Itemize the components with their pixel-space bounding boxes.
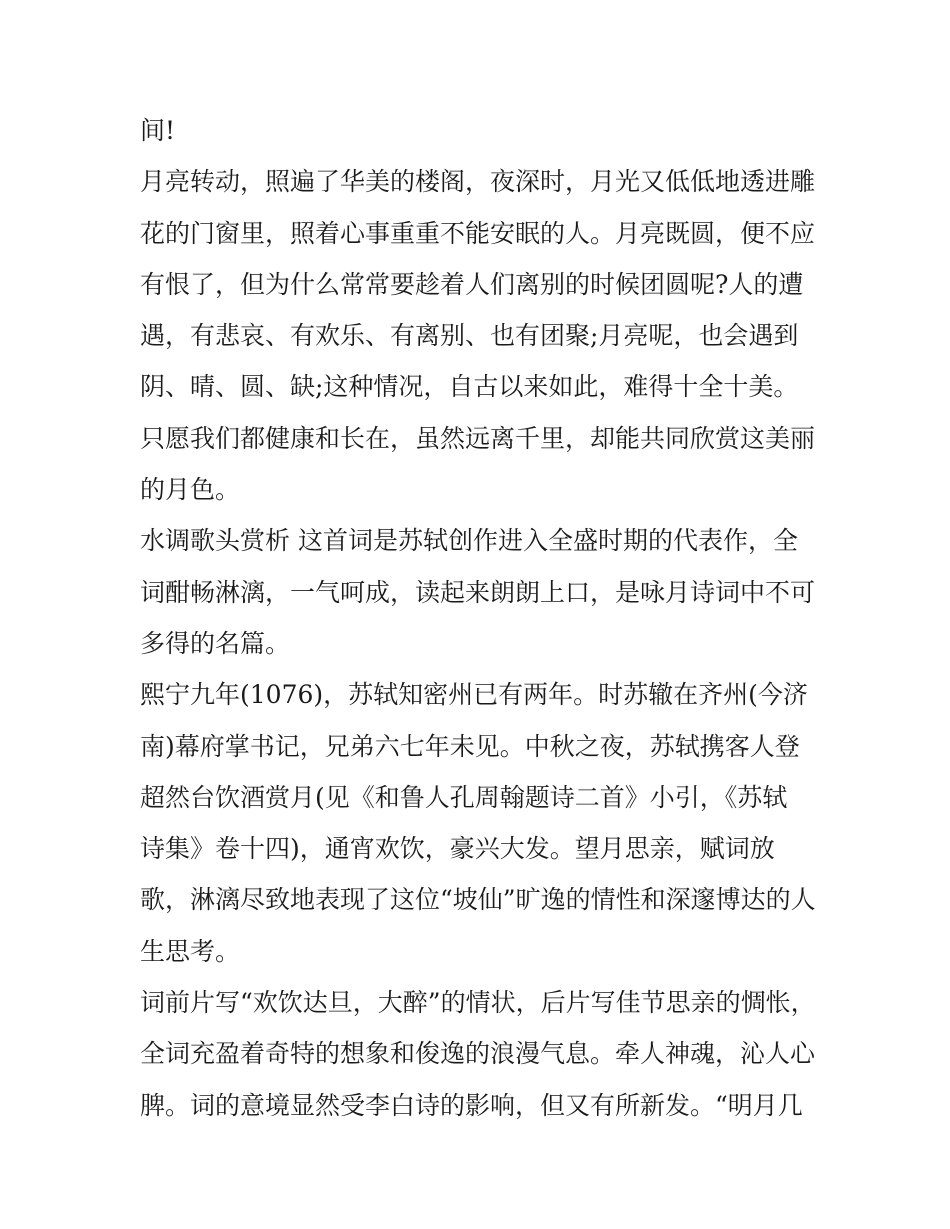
- text-line: 超然台饮酒赏月(见《和鲁人孔周翰题诗二首》小引，《苏轼: [140, 782, 788, 812]
- text-line: 遇，有悲哀、有欢乐、有离别、也有团聚;月亮呢，也会遇到: [140, 321, 799, 351]
- text-line: 多得的名篇。: [140, 628, 291, 658]
- text-line: 全词充盈着奇特的想象和俊逸的浪漫气息。牵人神魂，沁人心: [140, 1039, 816, 1069]
- text-line: 生思考。: [140, 936, 241, 966]
- text-line: 只愿我们都健康和长在，虽然远离千里，却能共同欣赏这美丽: [140, 423, 816, 453]
- text-line: 有恨了，但为什么常常要趁着人们离别的时候团圆呢?人的遭: [140, 269, 804, 299]
- text-line: 脾。词的意境显然受李白诗的影响，但又有所新发。“明月几: [140, 1090, 803, 1120]
- text-line: 的月色。: [140, 475, 241, 505]
- text-line: 月亮转动，照遍了华美的楼阁，夜深时，月光又低低地透进雕: [140, 167, 816, 197]
- text-line: 词酣畅淋漓，一气呵成，读起来朗朗上口，是咏月诗词中不可: [140, 577, 816, 607]
- text-line: 花的门窗里，照着心事重重不能安眠的人。月亮既圆，便不应: [140, 218, 816, 248]
- text-line: 水调歌头赏析 这首词是苏轼创作进入全盛时期的代表作，全: [140, 526, 798, 556]
- text-line: 间!: [140, 116, 176, 145]
- text-line: 歌，淋漓尽致地表现了这位“坡仙”旷逸的情性和深邃博达的人: [140, 885, 816, 915]
- text-line: 南)幕府掌书记，兄弟六七年未见。中秋之夜，苏轼携客人登: [140, 731, 800, 761]
- text-line: 阴、晴、圆、缺;这种情况，自古以来如此，难得十全十美。: [140, 372, 799, 402]
- document-text: [140, 105, 820, 1131]
- text-line: 词前片写“欢饮达旦，大醉”的情状，后片写佳节思亲的惆怅，: [140, 988, 816, 1018]
- text-line: 诗集》卷十四)，通宵欢饮，豪兴大发。望月思亲，赋词放: [140, 834, 775, 864]
- text-line: 熙宁九年(1076)，苏轼知密州已有两年。时苏辙在齐州(今济: [140, 680, 808, 710]
